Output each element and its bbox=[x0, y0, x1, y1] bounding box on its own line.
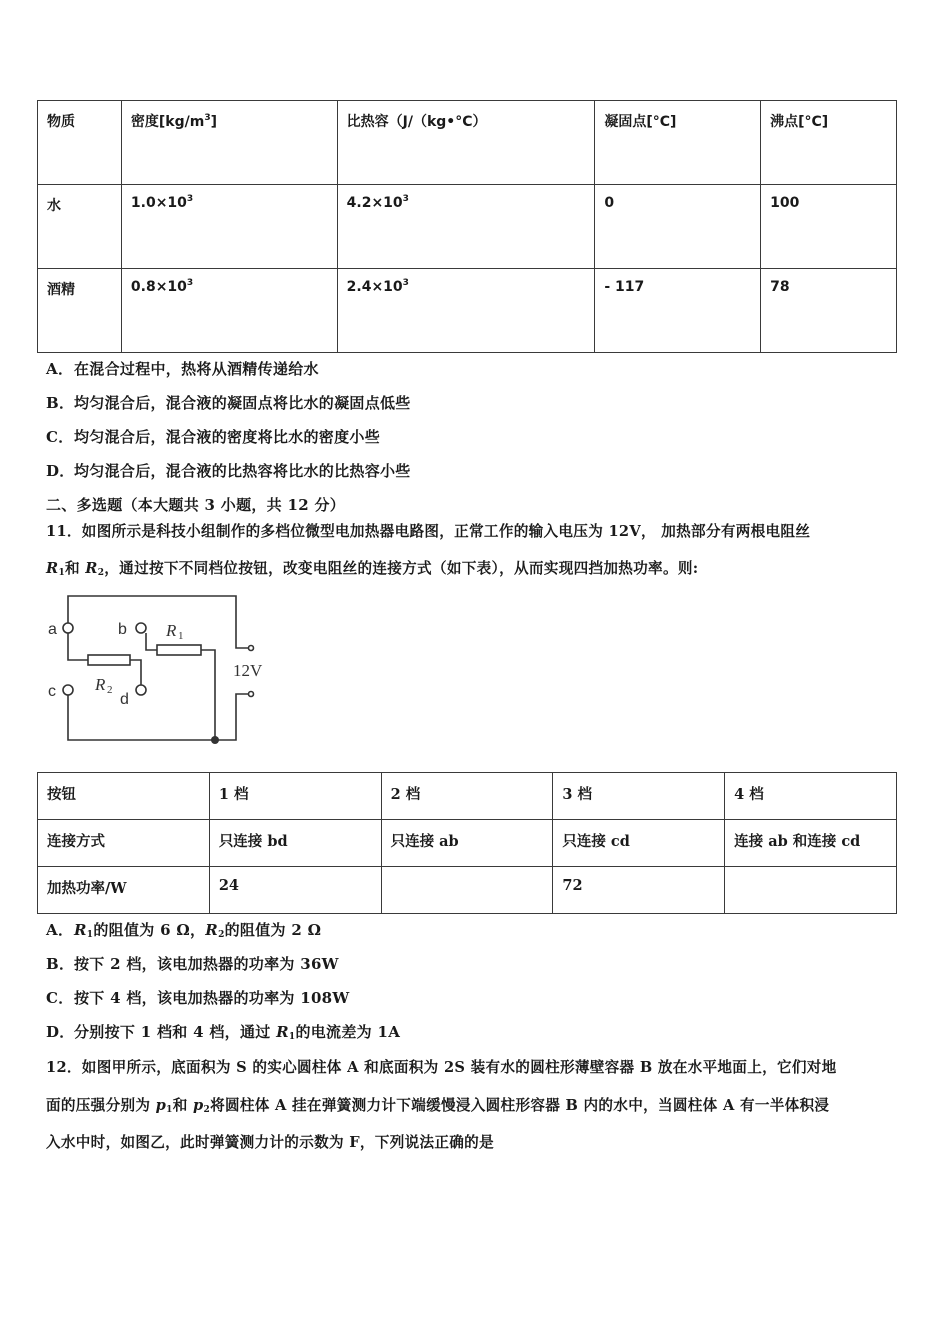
table-row bbox=[38, 269, 897, 353]
q11-option-a: A．$R_1$的阻值为 6 Ω，$R_2$的阻值为 2 Ω bbox=[46, 921, 322, 940]
cell bbox=[381, 867, 553, 914]
terminal-c-icon bbox=[63, 685, 73, 695]
cell: 2 档 bbox=[381, 773, 553, 820]
svg-text:a: a bbox=[48, 621, 57, 638]
cell: 4 档 bbox=[725, 773, 897, 820]
table-row bbox=[38, 820, 897, 867]
header-freezing-point: 凝固点[°C] bbox=[595, 101, 761, 185]
table-header-row bbox=[38, 101, 897, 185]
terminal-d-icon bbox=[136, 685, 146, 695]
cell: 只连接 cd bbox=[553, 820, 725, 867]
cell: 加热功率/W bbox=[38, 867, 210, 914]
header-substance: 物质 bbox=[38, 101, 122, 185]
cell-freezing-point: 0 bbox=[595, 185, 761, 269]
cell: 72 bbox=[553, 867, 725, 914]
q12-stem-line1: 12．如图甲所示，底面积为 S 的实心圆柱体 A 和底面积为 2S 装有水的圆柱形薄壁容器 B 放在水平地面上，它们对地 bbox=[46, 1059, 837, 1076]
cell: 连接方式 bbox=[38, 820, 210, 867]
q11-option-b: B．按下 2 档，该电加热器的功率为 36W bbox=[46, 955, 339, 973]
table-row bbox=[38, 867, 897, 914]
q12-stem-line2: 面的压强分别为 $p_1$和 $p_2$将圆柱体 A 挂在弹簧测力计下端缓慢浸入圆柱形容器 B 内的水中，当圆柱体 A 有一半体积浸 bbox=[46, 1097, 830, 1115]
q11-option-d: D．分别按下 1 档和 4 档，通过 $R_1$的电流差为 1A bbox=[46, 1023, 401, 1042]
cell-specific-heat: $4.2\times 10^3$ bbox=[337, 185, 595, 269]
terminal-b-icon bbox=[136, 623, 146, 633]
cell-density: $0.8\times 10^3$ bbox=[121, 269, 337, 353]
svg-text:1: 1 bbox=[178, 630, 184, 642]
q10-option-b: B．均匀混合后，混合液的凝固点将比水的凝固点低些 bbox=[46, 394, 411, 412]
header-specific-heat: 比热容（J/（kg•°C） bbox=[337, 101, 595, 185]
terminal-a-icon bbox=[63, 623, 73, 633]
cell-boiling-point: 100 bbox=[761, 185, 897, 269]
cell: 1 档 bbox=[209, 773, 381, 820]
cell: 只连接 bd bbox=[209, 820, 381, 867]
q11-stem-line2: $R_1$和 $R_2$，通过按下不同档位按钮，改变电阻丝的连接方式（如下表），从而实现四挡加热功率。则: bbox=[46, 560, 699, 578]
cell-boiling-point: 78 bbox=[761, 269, 897, 353]
svg-text:b: b bbox=[118, 621, 127, 638]
q10-option-c: C．均匀混合后，混合液的密度将比水的密度小些 bbox=[46, 428, 381, 446]
svg-text:c: c bbox=[48, 683, 56, 700]
header-boiling-point: 沸点[°C] bbox=[761, 101, 897, 185]
cell: 3 档 bbox=[553, 773, 725, 820]
junction-node-icon bbox=[211, 736, 219, 744]
table-row bbox=[38, 773, 897, 820]
cell-density: $1.0\times 10^3$ bbox=[121, 185, 337, 269]
cell-substance: 水 bbox=[38, 185, 122, 269]
svg-text:12V: 12V bbox=[233, 661, 263, 680]
cell-freezing-point: - 117 bbox=[595, 269, 761, 353]
circuit-diagram bbox=[40, 590, 280, 750]
q10-option-d: D．均匀混合后，混合液的比热容将比水的比热容小些 bbox=[46, 462, 411, 480]
cell bbox=[725, 867, 897, 914]
cell: 连接 ab 和连接 cd bbox=[725, 820, 897, 867]
cell: 24 bbox=[209, 867, 381, 914]
q12-stem-line3: 入水中时，如图乙，此时弹簧测力计的示数为 F，下列说法正确的是 bbox=[46, 1134, 494, 1151]
svg-text:R: R bbox=[95, 675, 106, 694]
q10-option-a: A．在混合过程中，热将从酒精传递给水 bbox=[46, 360, 319, 378]
q11-stem-line1: 11．如图所示是科技小组制作的多档位微型电加热器电路图，正常工作的输入电压为 12V， 加热部分有两根电阻丝 bbox=[46, 523, 811, 540]
cell-specific-heat: $2.4\times 10^3$ bbox=[337, 269, 595, 353]
svg-text:2: 2 bbox=[107, 684, 113, 696]
cell: 按钮 bbox=[38, 773, 210, 820]
heater-gear-table bbox=[37, 772, 897, 914]
cell: 只连接 ab bbox=[381, 820, 553, 867]
svg-text:R: R bbox=[166, 621, 177, 640]
table-row bbox=[38, 185, 897, 269]
substance-properties-table bbox=[37, 100, 897, 353]
cell-substance: 酒精 bbox=[38, 269, 122, 353]
section-heading: 二、多选题（本大题共 3 小题，共 12 分） bbox=[46, 496, 346, 514]
svg-text:d: d bbox=[120, 691, 129, 708]
q11-option-c: C．按下 4 档，该电加热器的功率为 108W bbox=[46, 989, 350, 1007]
header-density: 密度$[kg/m^3]$ bbox=[121, 101, 337, 185]
